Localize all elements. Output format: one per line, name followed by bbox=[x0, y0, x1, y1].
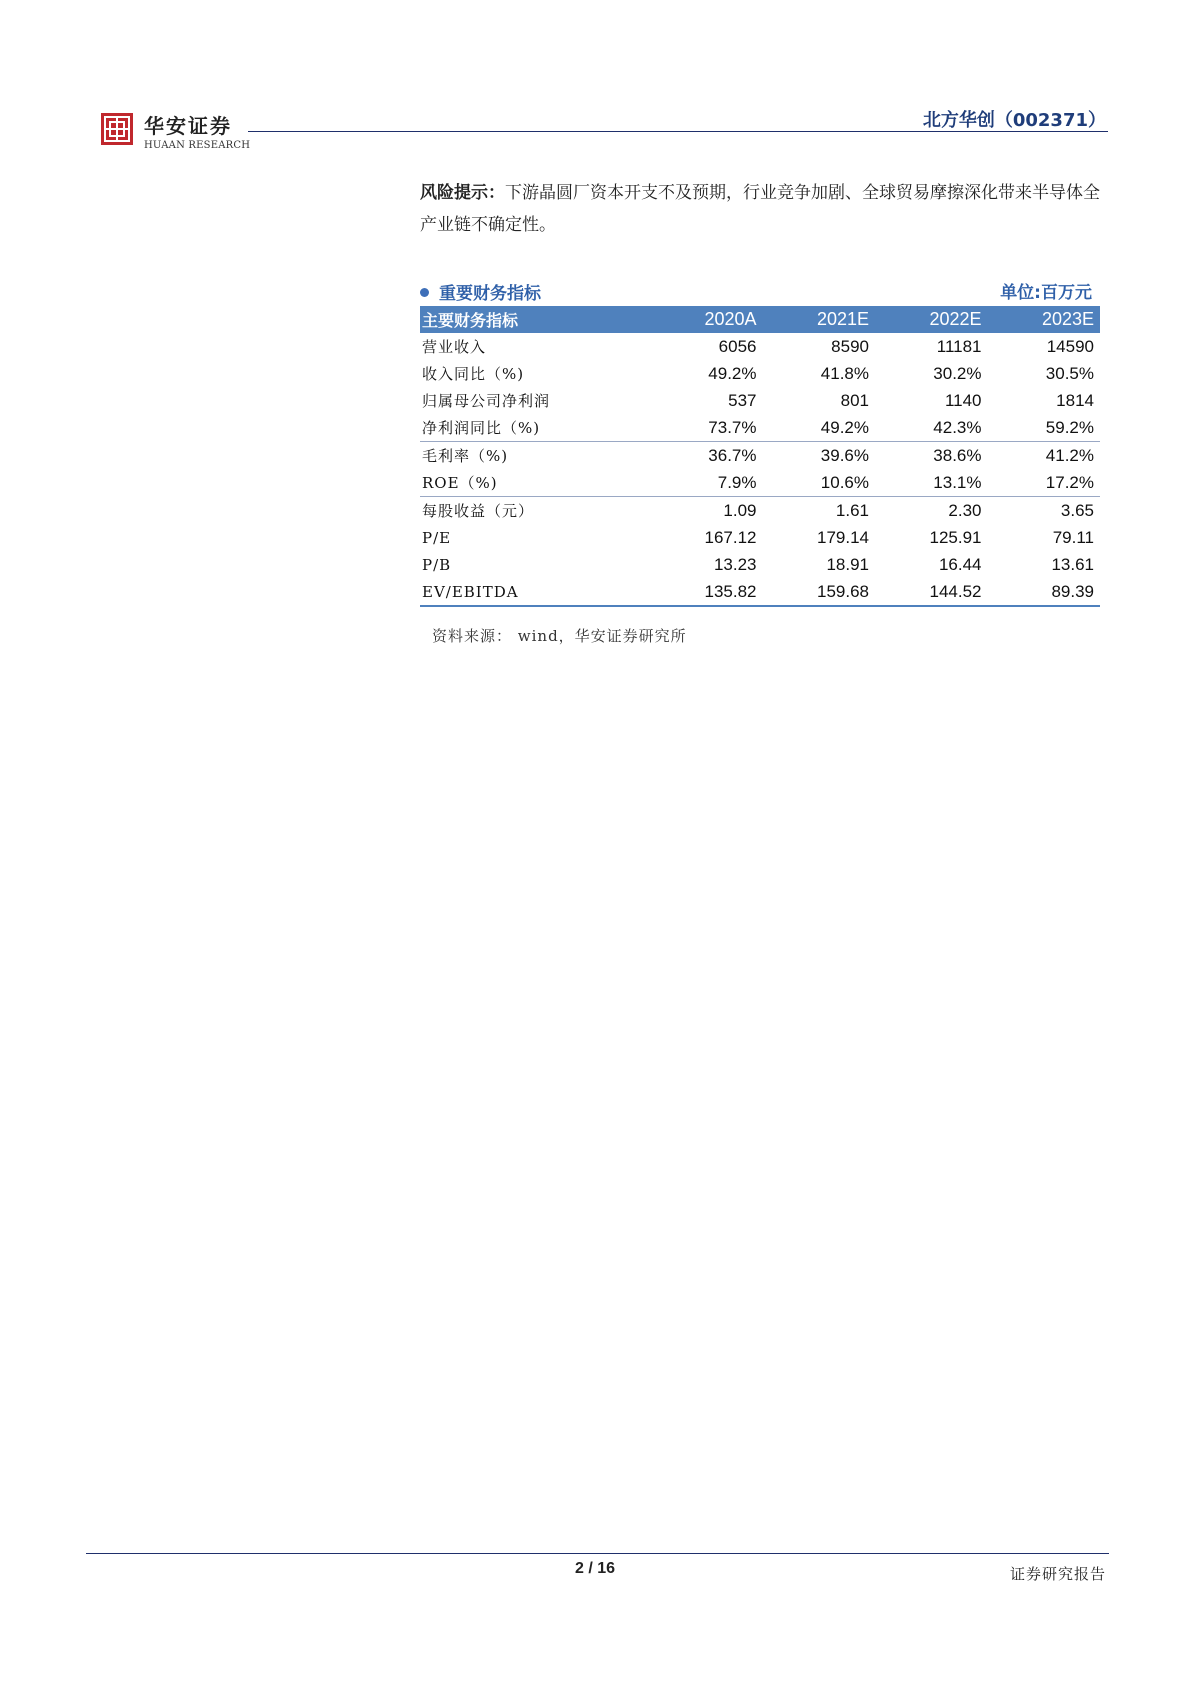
logo-english-name: HUAAN RESEARCH bbox=[144, 140, 251, 151]
table-cell: 144.52 bbox=[875, 578, 988, 606]
footer-divider bbox=[86, 1553, 1109, 1554]
risk-warning-label: 风险提示： bbox=[420, 183, 505, 203]
row-label: 毛利率（%) bbox=[422, 447, 509, 465]
table-row bbox=[420, 469, 1100, 497]
table-header-row bbox=[420, 306, 1100, 333]
table-cell: 1140 bbox=[944, 390, 982, 410]
row-label: P/B bbox=[422, 555, 452, 574]
column-header: 2021E bbox=[763, 306, 876, 333]
table-cell: 36.7% bbox=[708, 445, 757, 465]
table-cell: 13.23 bbox=[713, 554, 757, 574]
risk-warning bbox=[420, 177, 1100, 241]
huaan-seal-icon bbox=[100, 112, 134, 146]
table-cell: 49.2% bbox=[708, 363, 757, 383]
table-cell: 125.91 bbox=[929, 527, 982, 547]
page-number: 2 / 16 bbox=[574, 1560, 616, 1577]
table-cell: 13.61 bbox=[1051, 554, 1094, 574]
table-cell: 2.30 bbox=[948, 500, 982, 520]
brand-logo bbox=[100, 110, 251, 156]
table-row bbox=[420, 578, 1100, 606]
row-label: P/E bbox=[422, 528, 452, 547]
table-cell: 6056 bbox=[718, 336, 757, 356]
table-cell: 59.2% bbox=[988, 414, 1101, 442]
table-cell: 14590 bbox=[1046, 336, 1094, 356]
table-cell: 1.09 bbox=[723, 500, 757, 520]
table-cell: 167.12 bbox=[704, 527, 757, 547]
table-cell: 18.91 bbox=[826, 554, 869, 574]
table-cell: 10.6% bbox=[763, 469, 876, 497]
table-cell: 41.8% bbox=[820, 363, 869, 383]
row-label: 每股收益（元） bbox=[422, 502, 535, 520]
column-header: 2023E bbox=[988, 306, 1101, 333]
row-label: EV/EBITDA bbox=[420, 578, 650, 606]
table-cell: 38.6% bbox=[933, 445, 982, 465]
table-cell: 89.39 bbox=[988, 578, 1101, 606]
table-cell: 73.7% bbox=[650, 414, 763, 442]
row-label: 归属母公司净利润 bbox=[422, 392, 551, 410]
table-cell: 3.65 bbox=[1060, 500, 1094, 520]
table-cell: 16.44 bbox=[938, 554, 982, 574]
logo-chinese-name: 华安证券 bbox=[144, 114, 232, 138]
table-cell: 179.14 bbox=[817, 527, 869, 547]
table-cell: 159.68 bbox=[763, 578, 876, 606]
table-cell: 1.61 bbox=[835, 500, 869, 520]
table-cell: 79.11 bbox=[1052, 527, 1094, 547]
column-header: 主要财务指标 bbox=[420, 306, 650, 333]
row-label: 营业收入 bbox=[422, 338, 487, 356]
footer-report-type: 证券研究报告 bbox=[1009, 1565, 1106, 1583]
table-cell: 42.3% bbox=[875, 414, 988, 442]
table-row bbox=[420, 387, 1100, 414]
row-label: 净利润同比（%) bbox=[420, 414, 650, 442]
report-company-title: 北方华创（002371） bbox=[922, 110, 1106, 131]
table-unit-label: 单位:百万元 bbox=[1000, 283, 1092, 303]
table-cell: 801 bbox=[840, 390, 869, 410]
table-cell: 537 bbox=[728, 390, 757, 410]
table-cell: 11181 bbox=[936, 336, 982, 356]
row-label: 收入同比（%) bbox=[422, 365, 525, 383]
table-cell: 30.2% bbox=[933, 363, 982, 383]
table-cell: 17.2% bbox=[988, 469, 1101, 497]
table-section-title bbox=[420, 279, 541, 304]
table-cell: 13.1% bbox=[875, 469, 988, 497]
column-header: 2020A bbox=[650, 306, 763, 333]
table-cell: 1814 bbox=[1056, 390, 1094, 410]
financial-indicators-table bbox=[420, 306, 1100, 607]
table-title-text: 重要财务指标 bbox=[439, 284, 541, 304]
table-source-note: 资料来源： wind，华安证券研究所 bbox=[432, 627, 687, 645]
table-cell: 41.2% bbox=[1045, 445, 1094, 465]
table-row bbox=[420, 360, 1100, 387]
table-cell: 39.6% bbox=[820, 445, 869, 465]
table-row bbox=[420, 497, 1100, 525]
row-label: ROE（%) bbox=[420, 469, 650, 497]
column-header: 2022E bbox=[875, 306, 988, 333]
table-cell: 7.9% bbox=[650, 469, 763, 497]
bullet-icon bbox=[420, 288, 429, 297]
table-row bbox=[420, 442, 1100, 470]
table-row bbox=[420, 414, 1100, 442]
table-row bbox=[420, 524, 1100, 551]
table-cell: 30.5% bbox=[1045, 363, 1094, 383]
table-cell: 135.82 bbox=[650, 578, 763, 606]
table-cell: 8590 bbox=[831, 336, 869, 356]
table-row bbox=[420, 333, 1100, 360]
table-cell: 49.2% bbox=[763, 414, 876, 442]
risk-warning-text: 下游晶圆厂资本开支不及预期，行业竞争加剧、全球贸易摩擦深化带来半导体全产业链不确定性。 bbox=[420, 183, 1100, 235]
table-row bbox=[420, 551, 1100, 578]
